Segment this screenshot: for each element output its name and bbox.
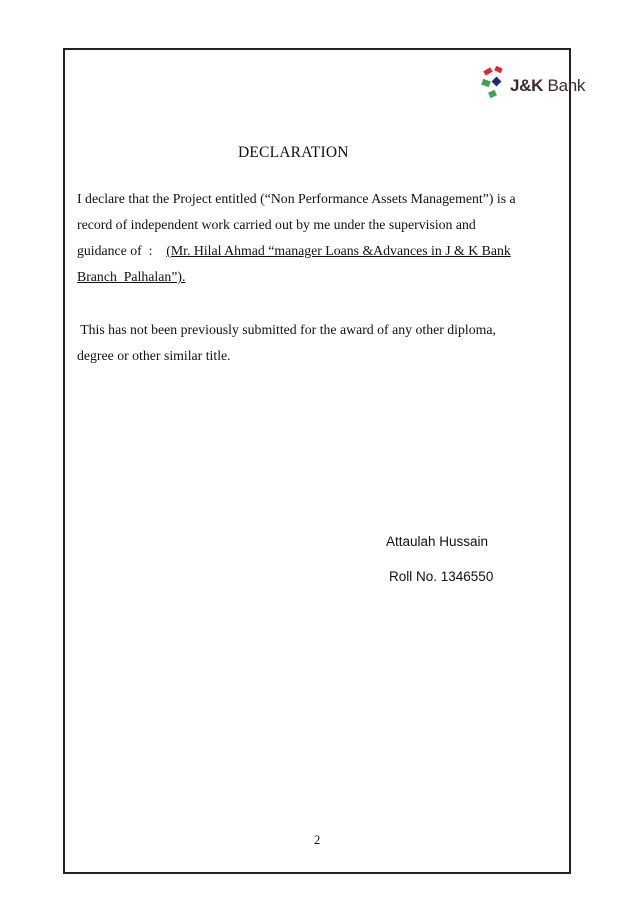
- page-number: 2: [314, 833, 321, 847]
- paragraph-line: I declare that the Project entitled (“Non Performance Assets Management”) is a: [77, 191, 516, 206]
- declaration-paragraph: [77, 186, 516, 290]
- jk-bank-logo-mark-icon: [480, 66, 510, 106]
- guidance-label: guidance of :: [77, 243, 167, 258]
- logo-brand-strong: J&K: [510, 76, 544, 95]
- declaration-title: DECLARATION: [238, 144, 349, 161]
- supervisor-branch: Branch Palhalan”).: [77, 269, 186, 284]
- submission-paragraph: [77, 317, 496, 369]
- supervisor-name: (Mr. Hilal Ahmad “manager Loans &Advances in J & K Bank: [166, 243, 511, 258]
- paragraph-line: record of independent work carried out by me under the supervision and: [77, 217, 476, 232]
- paragraph-line: [77, 238, 516, 264]
- logo-brand-rest: Bank: [543, 76, 586, 95]
- page-border: [63, 48, 571, 874]
- jk-bank-logo: [480, 66, 586, 106]
- paragraph-line: degree or other similar title.: [77, 348, 231, 363]
- roll-number: Roll No. 1346550: [389, 569, 494, 584]
- paragraph-line: [77, 264, 516, 290]
- paragraph-line: This has not been previously submitted for the award of any other diploma,: [77, 322, 496, 337]
- jk-bank-logo-text: [510, 76, 585, 96]
- signatory-name: Attaulah Hussain: [386, 534, 489, 549]
